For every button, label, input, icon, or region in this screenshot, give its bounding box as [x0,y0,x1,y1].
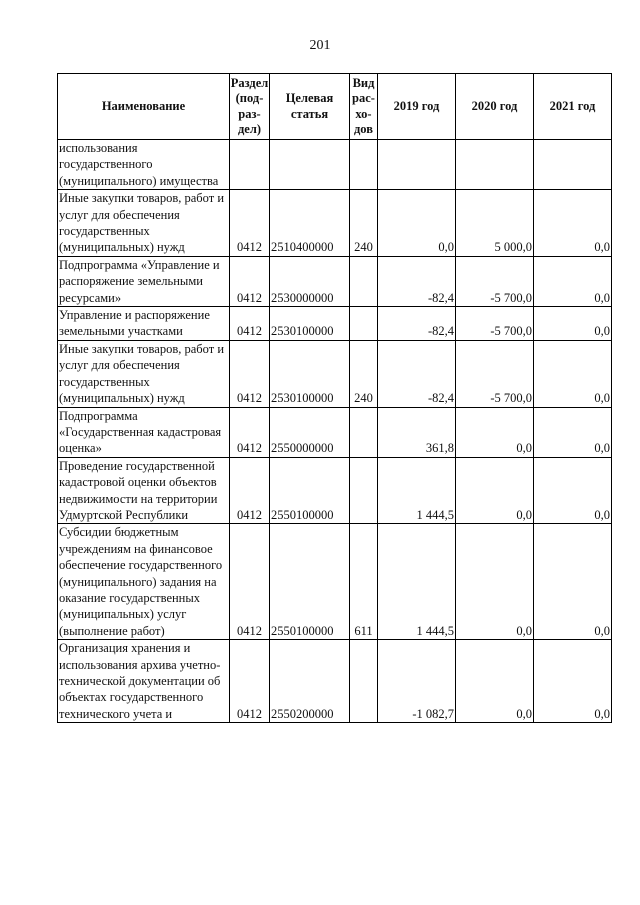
row-2019: 0,0 [378,190,456,257]
header-section [230,74,270,140]
row-2019: -82,4 [378,307,456,341]
row-section: 0412 [230,256,270,306]
row-name: Проведение государственной кадастровой оценки объектов недвижимости на территории Удмуртской Республики [58,457,230,524]
row-2021: 0,0 [534,640,612,723]
row-expense-type [350,457,378,524]
row-expense-type: 240 [350,190,378,257]
row-2020: 0,0 [456,407,534,457]
row-2020: -5 700,0 [456,307,534,341]
row-name: Иные закупки товаров, работ и услуг для обеспечения государственных (муниципальных) нужд [58,190,230,257]
row-2019 [378,140,456,190]
row-2019: 1 444,5 [378,524,456,640]
row-section: 0412 [230,407,270,457]
row-expense-type [350,256,378,306]
row-2019: -82,4 [378,256,456,306]
row-section: 0412 [230,190,270,257]
row-2019: -82,4 [378,340,456,407]
row-2019: -1 082,7 [378,640,456,723]
row-expense-type [350,640,378,723]
header-expense-type-label: Вид рас-хо-дов [352,75,375,136]
row-2021: 0,0 [534,457,612,524]
header-2019: 2019 год [378,74,456,140]
row-section: 0412 [230,307,270,341]
row-2021: 0,0 [534,340,612,407]
row-2021: 0,0 [534,256,612,306]
row-2020: 0,0 [456,524,534,640]
header-article-label: Целевая статья [285,91,334,121]
header-section-label: Раздел (под-раз-дел) [230,75,269,136]
table-row [58,256,612,306]
row-2021: 0,0 [534,407,612,457]
budget-table [57,73,612,723]
row-article: 2550200000 [270,640,350,723]
row-2019: 1 444,5 [378,457,456,524]
row-expense-type [350,140,378,190]
row-2020: 0,0 [456,640,534,723]
row-2021: 0,0 [534,190,612,257]
row-expense-type: 240 [350,340,378,407]
table-row [58,457,612,524]
row-article: 2530100000 [270,307,350,341]
row-2019: 361,8 [378,407,456,457]
row-article: 2550100000 [270,457,350,524]
header-2020: 2020 год [456,74,534,140]
header-name: Наименование [58,74,230,140]
header-article [270,74,350,140]
table-row [58,190,612,257]
table-row [58,340,612,407]
table-row [58,307,612,341]
row-2020: -5 700,0 [456,256,534,306]
row-name: Организация хранения и использования архива учетно-технической документации об объектах государственного технического учета и [58,640,230,723]
row-2021: 0,0 [534,307,612,341]
row-article: 2530100000 [270,340,350,407]
header-expense-type [350,74,378,140]
row-expense-type [350,407,378,457]
row-name: Подпрограмма «Управление и распоряжение земельными ресурсами» [58,256,230,306]
row-name: использования государственного (муниципального) имущества [58,140,230,190]
row-article: 2510400000 [270,190,350,257]
row-section: 0412 [230,640,270,723]
row-article: 2530000000 [270,256,350,306]
header-row [58,74,612,140]
row-2020: 5 000,0 [456,190,534,257]
table-row [58,640,612,723]
row-article [270,140,350,190]
row-name: Субсидии бюджетным учреждениям на финансовое обеспечение государственного (муниципального) задания на оказание государственных (муниципальных) услуг (выполнение работ) [58,524,230,640]
row-expense-type: 611 [350,524,378,640]
row-2020: 0,0 [456,457,534,524]
table-row [58,140,612,190]
row-name: Подпрограмма «Государственная кадастровая оценка» [58,407,230,457]
table-row [58,524,612,640]
row-section: 0412 [230,457,270,524]
header-2021: 2021 год [534,74,612,140]
row-2021 [534,140,612,190]
row-name: Управление и распоряжение земельными участками [58,307,230,341]
row-name: Иные закупки товаров, работ и услуг для обеспечения государственных (муниципальных) нужд [58,340,230,407]
page-number: 201 [309,38,331,53]
row-section: 0412 [230,340,270,407]
table-row [58,407,612,457]
row-article: 2550100000 [270,524,350,640]
row-2020: -5 700,0 [456,340,534,407]
row-section [230,140,270,190]
row-section: 0412 [230,524,270,640]
row-2021: 0,0 [534,524,612,640]
row-expense-type [350,307,378,341]
row-article: 2550000000 [270,407,350,457]
row-2020 [456,140,534,190]
